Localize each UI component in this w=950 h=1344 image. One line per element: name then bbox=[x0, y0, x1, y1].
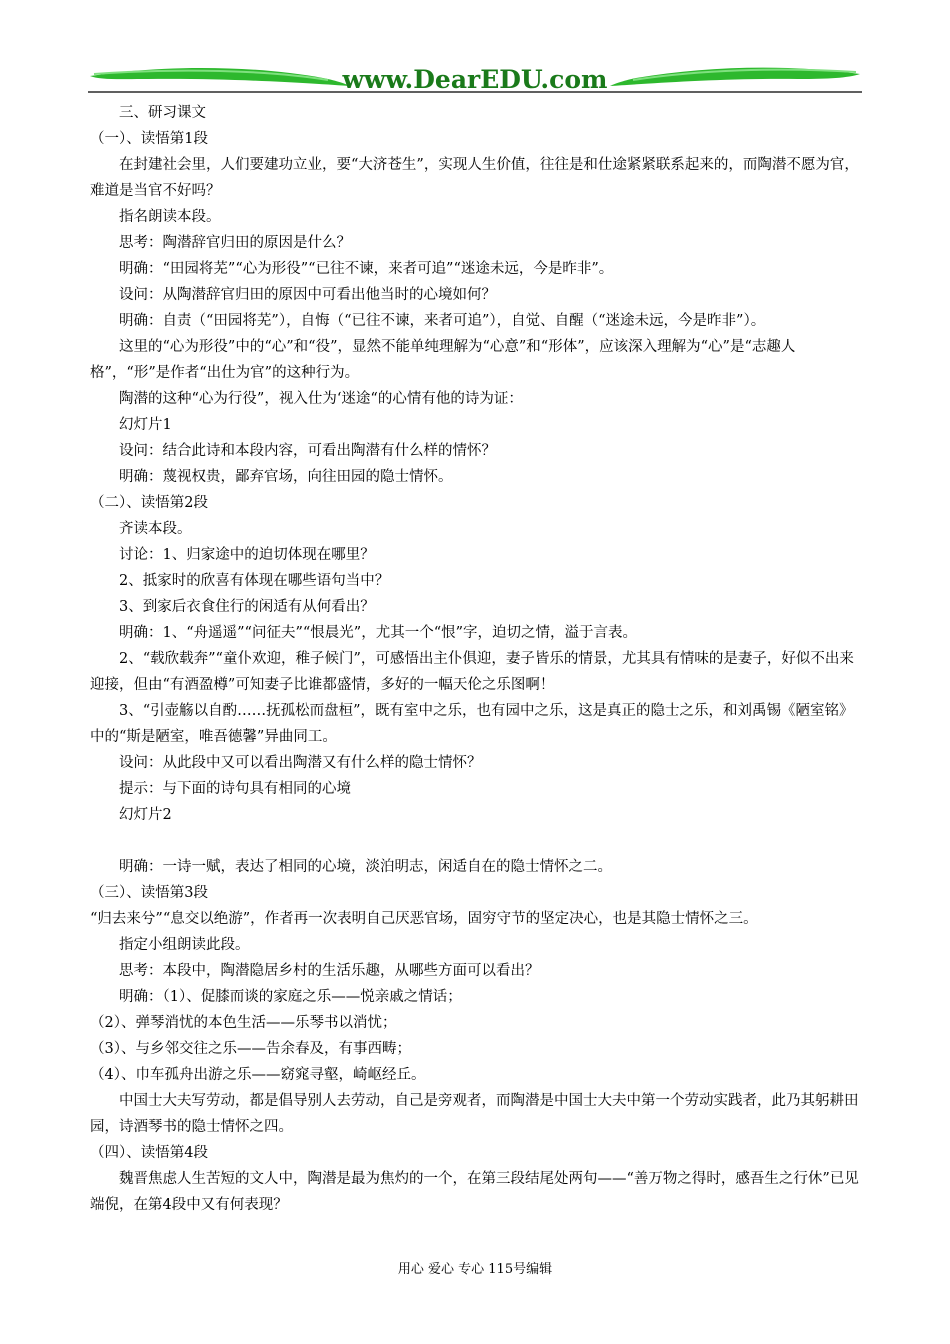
paragraph: 3、“引壶觞以自酌……抚孤松而盘桓”，既有室中之乐，也有园中之乐，这是真正的隐士之乐，和刘禹锡《陋室铭》中的“斯是陋室，唯吾德馨”异曲同工。 bbox=[90, 703, 854, 745]
site-header-banner bbox=[88, 62, 862, 96]
blank-line bbox=[90, 828, 860, 854]
paragraph: 中国士大夫写劳动，都是倡导别人去劳动，自己是旁观者，而陶潜是中国士大夫中第一个劳动实践者，此乃其躬耕田园，诗酒琴书的隐士情怀之四。 bbox=[90, 1093, 859, 1135]
subsection-heading: （三）、读悟第3段 bbox=[90, 885, 208, 901]
paragraph: 陶潜的这种“心为行役”，视入仕为‘迷途“的心情有他的诗为证： bbox=[119, 391, 523, 407]
green-swoosh-logo-icon bbox=[88, 62, 862, 96]
paragraph: 指名朗读本段。 bbox=[119, 209, 221, 225]
paragraph: 提示：与下面的诗句具有相同的心境 bbox=[119, 781, 351, 797]
subsection-heading: （一）、读悟第1段 bbox=[90, 131, 208, 147]
site-logo-text: www.DearEDU.com bbox=[342, 65, 608, 94]
paragraph: 设问：从此段中又可以看出陶潜又有什么样的隐士情怀？ bbox=[119, 755, 482, 771]
paragraph: 这里的“心为形役”中的“心”和“役”，显然不能单纯理解为“心意”和“形体”，应该深入理解为“心”是“志趣人格”，“形”是作者“出仕为官”的这种行为。 bbox=[90, 339, 796, 381]
subsection-heading: （二）、读悟第2段 bbox=[90, 495, 208, 511]
paragraph: 思考：陶潜辞官归田的原因是什么？ bbox=[119, 235, 351, 251]
paragraph: 3、到家后衣食住行的闲适有从何看出？ bbox=[119, 599, 375, 615]
paragraph: 设问：结合此诗和本段内容，可看出陶潜有什么样的情怀？ bbox=[119, 443, 496, 459]
paragraph: 讨论：1、归家途中的迫切体现在哪里？ bbox=[119, 547, 375, 563]
paragraph: 明确：蔑视权贵，鄙弃官场，向往田园的隐士情怀。 bbox=[119, 469, 453, 485]
paragraph: 幻灯片1 bbox=[119, 417, 172, 433]
document-body bbox=[90, 100, 860, 1218]
list-item: （3）、与乡邻交往之乐——告余春及，有事西畴； bbox=[90, 1041, 411, 1057]
paragraph: 齐读本段。 bbox=[119, 521, 192, 537]
paragraph: 2、“载欣载奔”“童仆欢迎，稚子候门”，可感悟出主仆俱迎，妻子皆乐的情景，尤其具有情味的是妻子，好似不出来迎接，但由“有酒盈樽”可知妻子比谁都盛情，多好的一幅天伦之乐图啊！ bbox=[90, 651, 854, 693]
paragraph: 明确：自责（“田园将芜”），自悔（“已往不谏，来者可追”），自觉、自醒（“迷途未远，今是昨非”）。 bbox=[119, 313, 766, 329]
paragraph: “归去来兮”“息交以绝游”，作者再一次表明自己厌恶官场，固穷守节的坚定决心，也是其隐士情怀之三。 bbox=[90, 911, 758, 927]
paragraph: 指定小组朗读此段。 bbox=[119, 937, 250, 953]
page-footer: 用心 爱心 专心 115号编辑 bbox=[397, 1262, 553, 1277]
paragraph: 2、抵家时的欣喜有体现在哪些语句当中？ bbox=[119, 573, 390, 589]
paragraph: 明确：“田园将芜”“心为形役”“已往不谏，来者可追”“迷途未远，今是昨非”。 bbox=[119, 261, 614, 277]
section-heading: 三、研习课文 bbox=[119, 105, 206, 121]
list-item: （4）、巾车孤舟出游之乐——窈窕寻壑，崎岖经丘。 bbox=[90, 1067, 426, 1083]
paragraph: 明确：1、“舟遥遥”“问征夫”“恨晨光”，尤其一个“恨”字，迫切之情，溢于言表。 bbox=[119, 625, 638, 641]
paragraph: 设问：从陶潜辞官归田的原因中可看出他当时的心境如何？ bbox=[119, 287, 496, 303]
list-item: （2）、弹琴消忧的本色生活——乐琴书以消忧； bbox=[90, 1015, 397, 1031]
paragraph: 魏晋焦虑人生苦短的文人中，陶潜是最为焦灼的一个，在第三段结尾处两句——“善万物之得时，感吾生之行休”已见端倪，在第4段中又有何表现？ bbox=[90, 1171, 859, 1213]
paragraph: 明确：（1）、促膝而谈的家庭之乐——悦亲戚之情话； bbox=[119, 989, 462, 1005]
paragraph: 在封建社会里，人们要建功立业，要“大济苍生”，实现人生价值，往往是和仕途紧紧联系起来的，而陶潜不愿为官，难道是当官不好吗？ bbox=[90, 157, 859, 199]
paragraph: 明确：一诗一赋，表达了相同的心境，淡泊明志，闲适自在的隐士情怀之二。 bbox=[119, 859, 612, 875]
subsection-heading: （四）、读悟第4段 bbox=[90, 1145, 208, 1161]
paragraph: 幻灯片2 bbox=[119, 807, 172, 823]
paragraph: 思考：本段中，陶潜隐居乡村的生活乐趣，从哪些方面可以看出？ bbox=[119, 963, 540, 979]
